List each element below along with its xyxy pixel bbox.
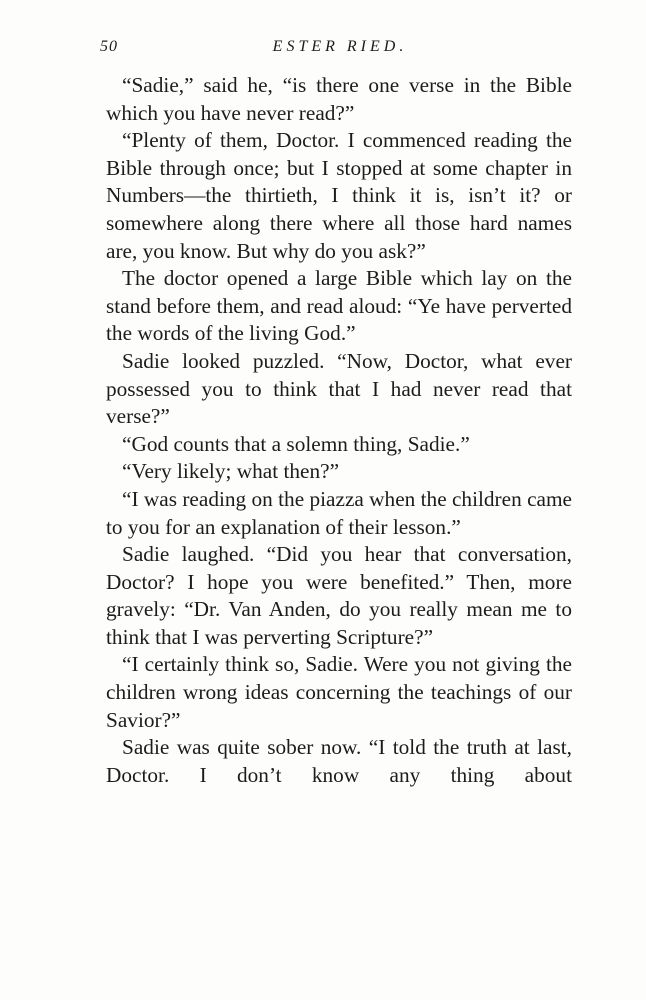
- paragraph: “I certainly think so, Sadie. Were you not giving the children wrong ideas concerning the teachings of our Savior?”: [106, 652, 572, 732]
- paragraph: Sadie looked puzzled. “Now, Doctor, what ever possessed you to think that I had never read that verse?”: [106, 348, 572, 429]
- paragraph-continued: Sadie was quite sober now. “I told the truth at last, Doctor. I don’t know any thing about: [106, 735, 572, 787]
- running-head: ESTER RIED.: [272, 38, 408, 55]
- page-number: 50: [100, 38, 118, 55]
- paragraph: “Plenty of them, Doctor. I commenced reading the Bible through once; but I stopped at some chapter in Numbers—the thirtieth, I think it is, isn’t it? or somewhere along there where all those hard names are, you know. But why do you ask?”: [106, 128, 572, 263]
- paragraph: “God counts that a solemn thing, Sadie.”: [122, 431, 470, 456]
- paragraph: Sadie laughed. “Did you hear that conversation, Doctor? I hope you were benefited.” Then, more gravely: “Dr. Van Anden, do you really mean me to think that I was perverting Scripture?”: [106, 542, 572, 649]
- paragraph: “Very likely; what then?”: [122, 459, 340, 484]
- page-header: [100, 38, 580, 62]
- body-text: [106, 72, 572, 789]
- paragraph: “I was reading on the piazza when the children came to you for an explanation of their lesson.”: [106, 486, 572, 539]
- paragraph: “Sadie,” said he, “is there one verse in the Bible which you have never read?”: [106, 73, 572, 125]
- paragraph: The doctor opened a large Bible which lay on the stand before them, and read aloud: “Ye have perverted the words of the living God.”: [106, 266, 572, 346]
